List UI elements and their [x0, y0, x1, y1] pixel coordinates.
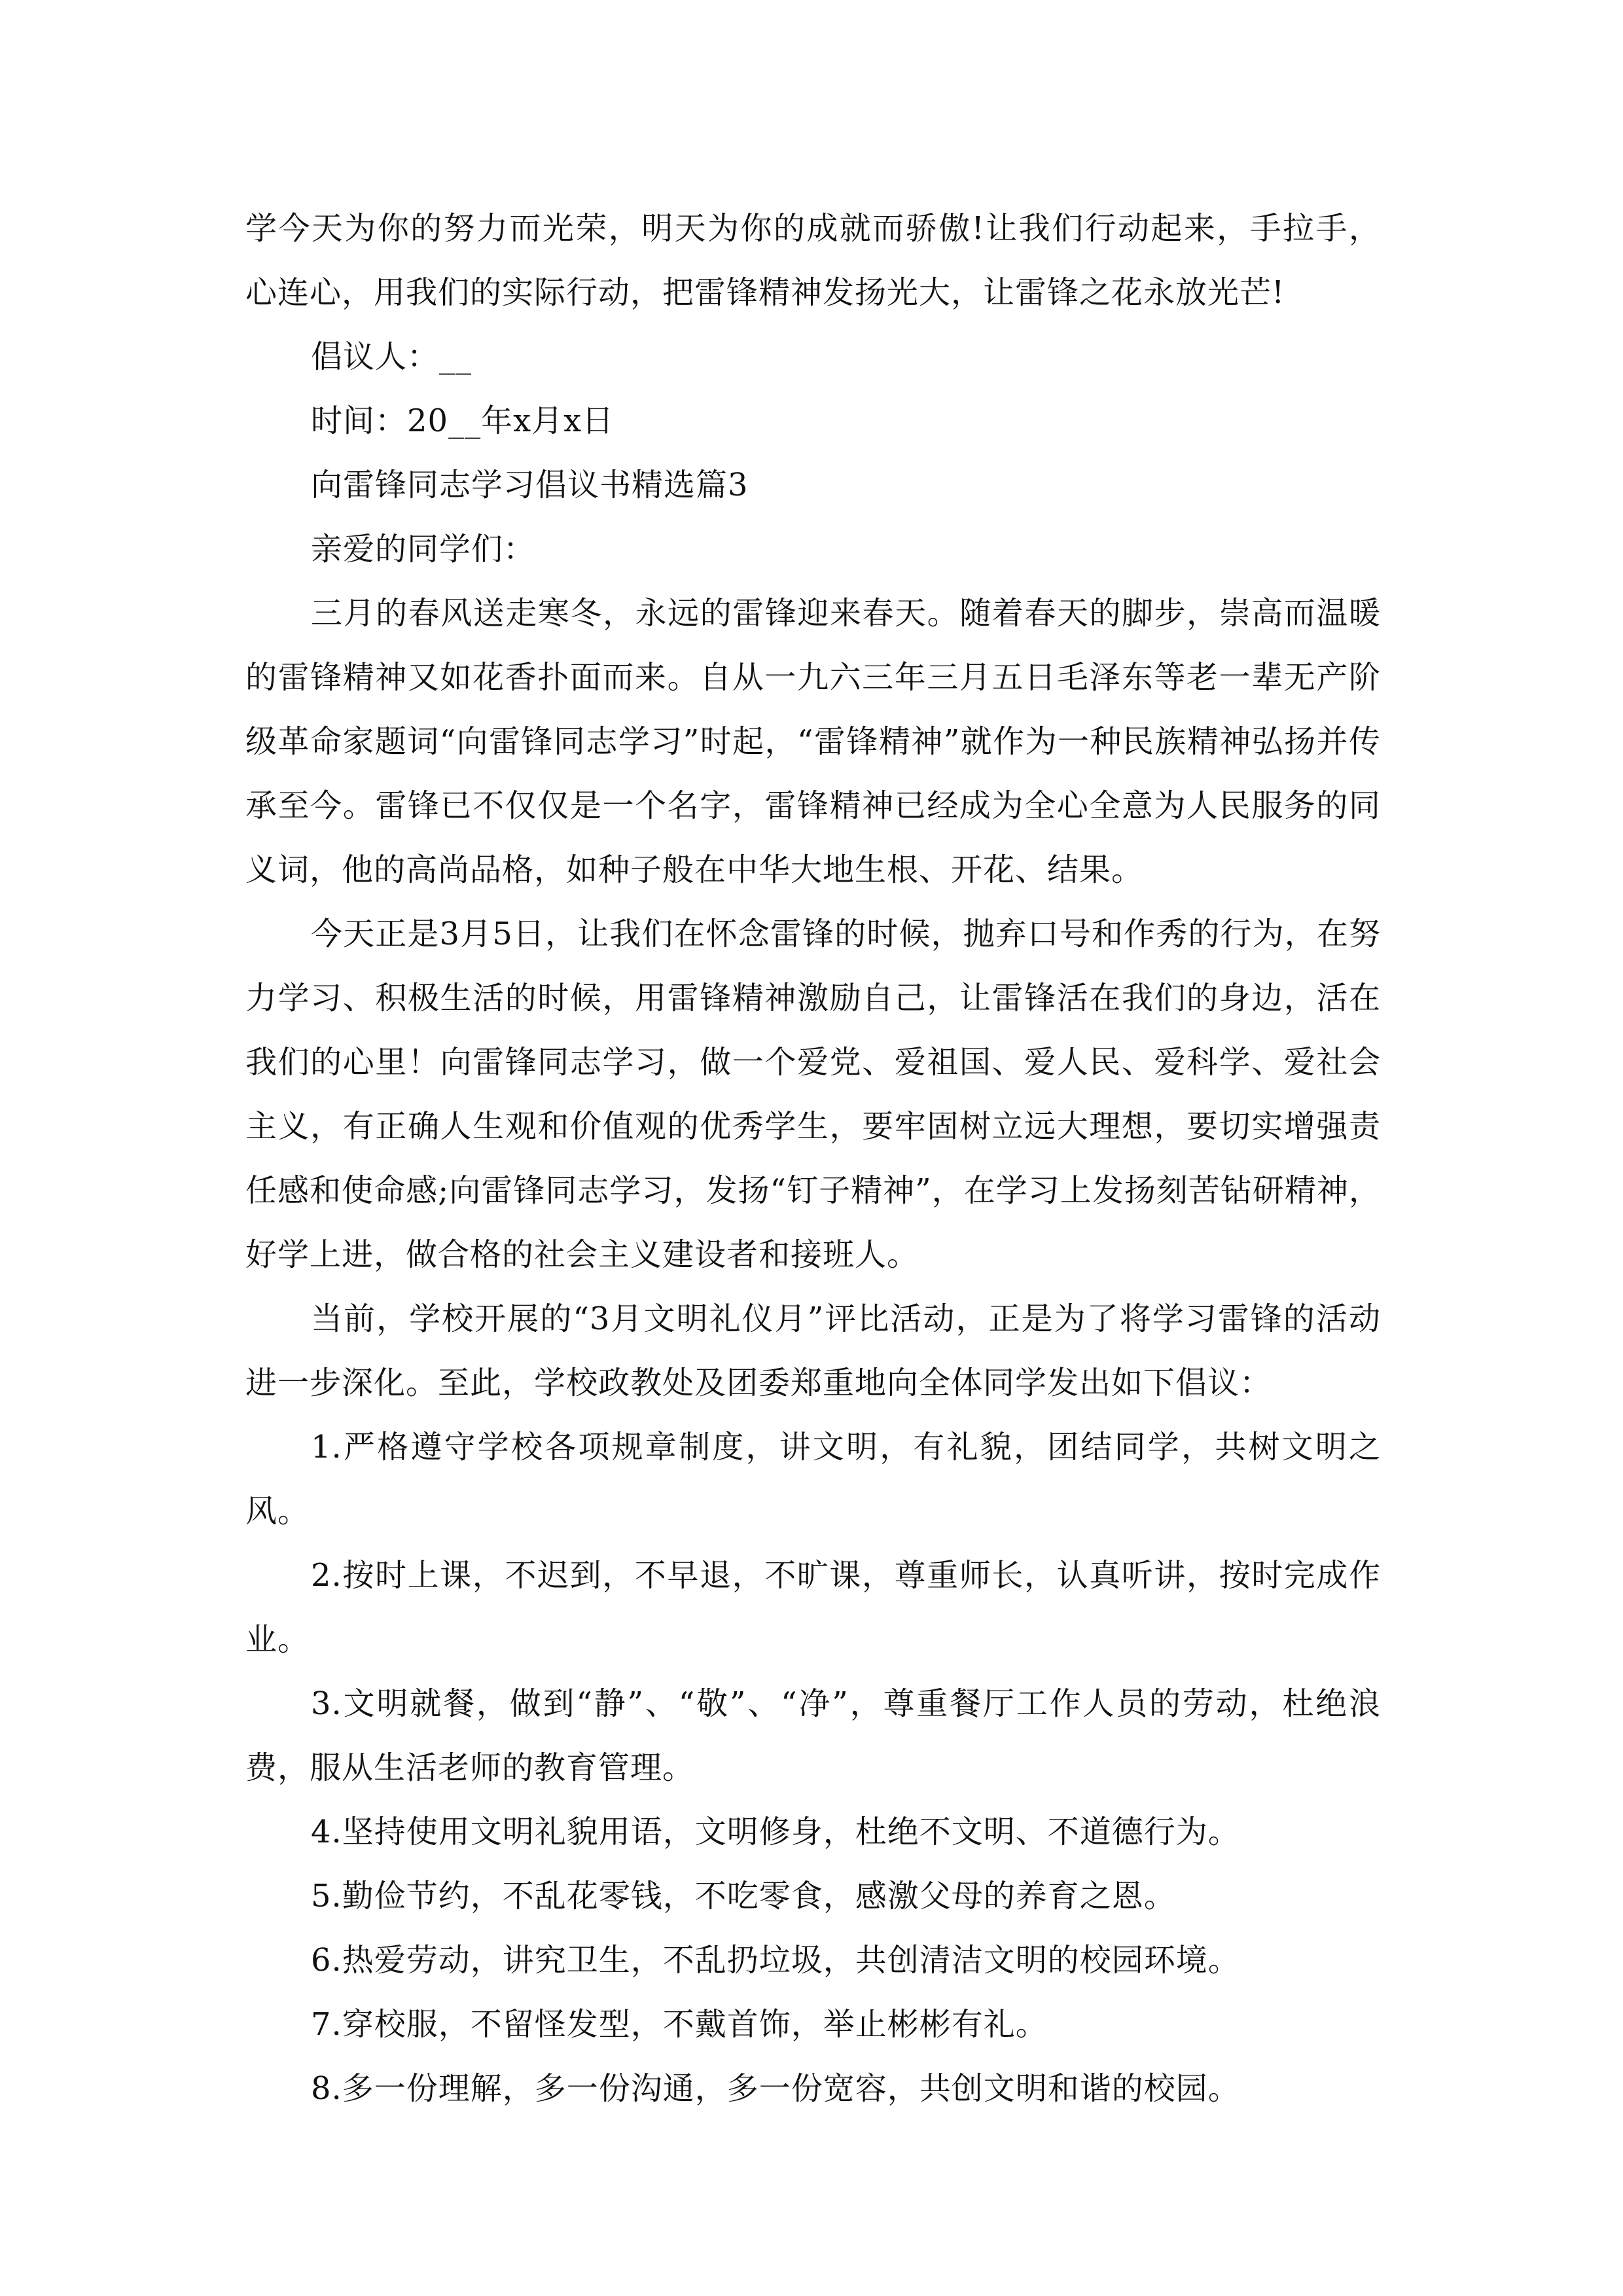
- list-item: 6.热爱劳动，讲究卫生，不乱扔垃圾，共创清洁文明的校园环境。: [311, 1942, 1240, 1979]
- list-item: 3.文明就餐，做到“静”、“敬”、“净”，尊重餐厅工作人员的劳动，杜绝浪费，服从生活老师的教育管理。: [245, 1685, 1381, 1786]
- salutation: 亲爱的同学们：: [311, 531, 536, 567]
- section-heading: 向雷锋同志学习倡议书精选篇3: [311, 467, 749, 503]
- list-item: 2.按时上课，不迟到，不早退，不旷课，尊重师长，认真听讲，按时完成作业。: [245, 1557, 1381, 1658]
- list-item: 5.勤俭节约，不乱花零钱，不吃零食，感激父母的养育之恩。: [311, 1878, 1176, 1914]
- paragraph-proposal-intro: 当前，学校开展的“3月文明礼仪月”评比活动，正是为了将学习雷锋的活动进一步深化。至此，学校政教处及团委郑重地向全体同学发出如下倡议：: [245, 1300, 1381, 1401]
- date-line: 时间：20__年x月x日: [311, 403, 615, 439]
- initiator-line: 倡议人：__: [311, 338, 473, 375]
- list-item: 4.坚持使用文明礼貌用语，文明修身，杜绝不文明、不道德行为。: [311, 1814, 1240, 1850]
- list-item: 7.穿校服，不留怪发型，不戴首饰，举止彬彬有礼。: [311, 2006, 1048, 2043]
- list-item: 1.严格遵守学校各项规章制度，讲文明，有礼貌，团结同学，共树文明之风。: [245, 1429, 1381, 1530]
- paragraph-closing-continuation: 学今天为你的努力而光荣，明天为你的成就而骄傲!让我们行动起来，手拉手，心连心，用我们的实际行动，把雷锋精神发扬光大，让雷锋之花永放光芒!: [245, 210, 1381, 311]
- paragraph-march-fifth: 今天正是3月5日，让我们在怀念雷锋的时候，抛弃口号和作秀的行为，在努力学习、积极生活的时候，用雷锋精神激励自己，让雷锋活在我们的身边，活在我们的心里！向雷锋同志学习，做一个爱党、爱祖国、爱人民、爱科学、爱社会主义，有正确人生观和价值观的优秀学生，要牢固树立远大理想，要切实增强责任感和使命感;向雷锋同志学习，发扬“钉子精神”，在学习上发扬刻苦钻研精神，好学上进，做合格的社会主义建设者和接班人。: [245, 916, 1381, 1273]
- list-item: 8.多一份理解，多一份沟通，多一份宽容，共创文明和谐的校园。: [311, 2070, 1240, 2107]
- document-body: [245, 196, 1381, 2121]
- paragraph-intro: 三月的春风送走寒冬，永远的雷锋迎来春天。随着春天的脚步，崇高而温暖的雷锋精神又如花香扑面而来。自从一九六三年三月五日毛泽东等老一辈无产阶级革命家题词“向雷锋同志学习”时起，“雷锋精神”就作为一种民族精神弘扬并传承至今。雷锋已不仅仅是一个名字，雷锋精神已经成为全心全意为人民服务的同义词，他的高尚品格，如种子般在中华大地生根、开花、结果。: [245, 595, 1381, 888]
